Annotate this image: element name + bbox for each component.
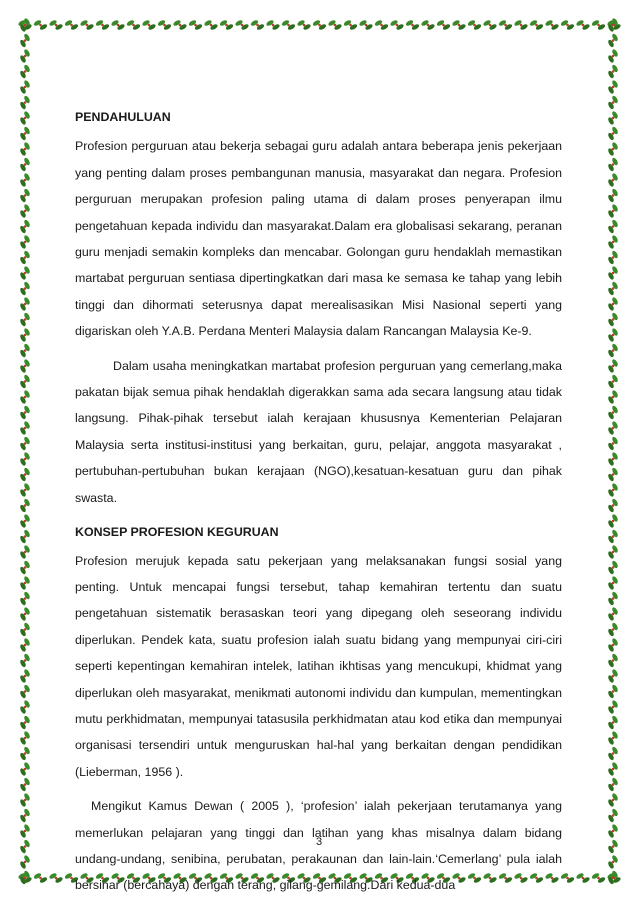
- leaf-motif: [607, 157, 619, 172]
- leaf-motif: [19, 234, 31, 249]
- leaf-motif: [281, 19, 296, 31]
- leaf-motif: [19, 482, 31, 497]
- leaf-motif: [48, 19, 63, 31]
- leaf-motif: [157, 19, 172, 31]
- leaf-motif: [19, 513, 31, 528]
- leaf-motif: [19, 606, 31, 621]
- leaf-motif: [110, 19, 125, 31]
- leaf-motif: [607, 389, 619, 404]
- leaf-motif: [19, 746, 31, 761]
- leaf-motif: [607, 653, 619, 668]
- leaf-motif: [234, 19, 249, 31]
- leaf-motif: [19, 312, 31, 327]
- leaf-motif: [19, 296, 31, 311]
- decorative-border-top: [16, 16, 622, 34]
- leaf-motif: [560, 19, 575, 31]
- leaf-motif: [607, 374, 619, 389]
- leaf-motif: [607, 420, 619, 435]
- leaf-motif: [607, 281, 619, 296]
- leaf-motif: [607, 405, 619, 420]
- leaf-motif: [343, 19, 358, 31]
- leaf-motif: [19, 637, 31, 652]
- leaf-motif: [19, 389, 31, 404]
- leaf-vine-svg: [16, 16, 622, 34]
- leaf-motif: [374, 19, 389, 31]
- leaf-motif: [19, 730, 31, 745]
- leaf-motif: [607, 48, 619, 63]
- leaf-motif: [498, 19, 513, 31]
- leaf-motif: [607, 513, 619, 528]
- leaf-vine-svg: [604, 16, 622, 887]
- leaf-motif: [19, 668, 31, 683]
- leaf-motif: [19, 343, 31, 358]
- leaf-motif: [19, 374, 31, 389]
- leaf-motif: [544, 19, 559, 31]
- leaf-motif: [203, 19, 218, 31]
- leaf-motif: [19, 17, 31, 32]
- leaf-motif: [19, 281, 31, 296]
- leaf-motif: [19, 684, 31, 699]
- leaf-motif: [607, 777, 619, 792]
- paragraph-pendahuluan-1: Profesion perguruan atau bekerja sebagai guru adalah antara beberapa jenis pekerjaan yang penting dalam proses pembangunan manusia, masyarakat dan negara. Profesion perguruan merupakan profesion paling utama di dalam proses penyerapan ilmu pengetahuan kepada individu dan masyarakat.Dalam era globalisasi sekarang, peranan guru menjadi semakin kompleks dan mencabar. Golongan guru hendaklah memastikan martabat perguruan sentiasa dipertingkatkan dari masa ke semasa ke tahap yang lebih tinggi dan dihormati seterusnya dapat merealisasikan Misi Nasional seperti yang digariskan oleh Y.A.B. Perdana Menteri Malaysia dalam Rancangan Malaysia Ke-9.: [75, 139, 562, 339]
- leaf-motif: [607, 575, 619, 590]
- leaf-motif: [79, 19, 94, 31]
- leaf-motif: [607, 436, 619, 451]
- leaf-motif: [607, 746, 619, 761]
- page-number: 3: [315, 836, 323, 848]
- leaf-motif: [575, 872, 590, 884]
- section-heading-konsep: KONSEP PROFESION KEGURUAN: [75, 525, 279, 540]
- leaf-motif: [607, 203, 619, 218]
- leaf-motif: [19, 405, 31, 420]
- leaf-motif: [607, 219, 619, 234]
- leaf-motif: [19, 265, 31, 280]
- paragraph-konsep-2: Mengikut Kamus Dewan ( 2005 ), ‘profesion’ ialah pekerjaan terutamanya yang memerlukan pelajaran yang tinggi dan latihan yang khas misalnya dalam bidang undang-undang, senibina, perubatan, perakaunan dan lain-lain.‘Cemerlang’ pula ialah bersinar (bercahaya) dengan terang, gilang-gemilang.Dari kedua-dua: [75, 799, 562, 893]
- leaf-motif: [607, 854, 619, 869]
- leaf-motif: [19, 575, 31, 590]
- leaf-motif: [19, 699, 31, 714]
- leaf-motif: [19, 358, 31, 373]
- leaf-motif: [19, 761, 31, 776]
- leaf-motif: [19, 622, 31, 637]
- leaf-motif: [19, 95, 31, 110]
- leaf-motif: [19, 79, 31, 94]
- leaf-motif: [19, 544, 31, 559]
- leaf-motif: [19, 777, 31, 792]
- leaf-motif: [19, 48, 31, 63]
- leaf-motif: [33, 872, 48, 884]
- leaf-motif: [607, 296, 619, 311]
- leaf-motif: [389, 19, 404, 31]
- leaf-motif: [607, 265, 619, 280]
- leaf-motif: [482, 19, 497, 31]
- leaf-motif: [607, 33, 619, 48]
- leaf-motif: [607, 808, 619, 823]
- leaf-motif: [607, 126, 619, 141]
- leaf-motif: [19, 33, 31, 48]
- leaf-motif: [19, 420, 31, 435]
- leaf-motif: [607, 95, 619, 110]
- leaf-motif: [19, 203, 31, 218]
- leaf-motif: [172, 19, 187, 31]
- section-heading-pendahuluan: PENDAHULUAN: [75, 110, 171, 124]
- leaf-motif: [19, 653, 31, 668]
- leaf-motif: [19, 451, 31, 466]
- leaf-motif: [607, 110, 619, 125]
- leaf-motif: [19, 110, 31, 125]
- leaf-motif: [607, 327, 619, 342]
- paragraph-konsep-1: Profesion merujuk kepada satu pekerjaan yang melaksanakan fungsi sosial yang penting. Untuk mencapai fungsi tersebut, tahap kemahiran tertentu dan suatu pengetahuan sistematik berasaskan teori yang dipegang oleh seseorang individu diperlukan. Pendek kata, suatu profesion ialah suatu bidang yang mempunyai ciri-ciri seperti kepentingan kemahiran intelek, latihan ikhtisas yang mencukupi, khidmat yang diperlukan oleh masyarakat, menikmati autonomi individu dan kumpulan, mementingkan mutu perkhidmatan, mempunyai tatasusila perkhidmatan atau kod etika dan mempunyai organisasi tersendiri untuk menguruskan hal-hal yang berkaitan dengan pendidikan (Lieberman, 1956 ).: [75, 553, 562, 779]
- leaf-motif: [48, 872, 63, 884]
- leaf-motif: [607, 64, 619, 79]
- leaf-motif: [607, 668, 619, 683]
- leaf-motif: [607, 730, 619, 745]
- leaf-motif: [607, 17, 619, 32]
- paragraph-pendahuluan-2: Dalam usaha meningkatkan martabat profesion perguruan yang cemerlang,maka pakatan bijak semua pihak hendaklah digerakkan sama ada secara langsung atau tidak langsung. Pihak-pihak tersebut ialah kerajaan khususnya Kementerian Pelajaran Malaysia serta institusi-institusi yang berkaitan, guru, pelajar, anggota masyarakat , pertubuhan-pertubuhan bukan kerajaan (NGO),kesatuan-kesatuan guru dan pihak swasta.: [75, 358, 562, 505]
- leaf-motif: [312, 19, 327, 31]
- leaf-motif: [126, 19, 141, 31]
- leaf-motif: [607, 544, 619, 559]
- leaf-motif: [19, 591, 31, 606]
- leaf-motif: [188, 19, 203, 31]
- leaf-motif: [141, 19, 156, 31]
- leaf-motif: [19, 327, 31, 342]
- leaf-motif: [64, 19, 79, 31]
- leaf-motif: [19, 172, 31, 187]
- leaf-motif: [19, 808, 31, 823]
- leaf-motif: [607, 467, 619, 482]
- leaf-motif: [358, 19, 373, 31]
- leaf-motif: [19, 188, 31, 203]
- leaf-motif: [19, 141, 31, 156]
- leaf-motif: [19, 250, 31, 265]
- leaf-motif: [607, 591, 619, 606]
- leaf-motif: [607, 79, 619, 94]
- leaf-motif: [607, 358, 619, 373]
- leaf-motif: [513, 19, 528, 31]
- leaf-motif: [405, 19, 420, 31]
- leaf-motif: [607, 637, 619, 652]
- leaf-motif: [19, 436, 31, 451]
- leaf-motif: [327, 19, 342, 31]
- leaf-motif: [19, 870, 31, 885]
- leaf-motif: [19, 529, 31, 544]
- leaf-motif: [607, 761, 619, 776]
- leaf-motif: [436, 19, 451, 31]
- leaf-motif: [607, 141, 619, 156]
- leaf-motif: [607, 172, 619, 187]
- leaf-motif: [607, 234, 619, 249]
- leaf-motif: [250, 19, 265, 31]
- leaf-motif: [420, 19, 435, 31]
- leaf-motif: [607, 498, 619, 513]
- page-content: [75, 104, 562, 899]
- leaf-motif: [607, 684, 619, 699]
- leaf-motif: [607, 343, 619, 358]
- leaf-motif: [607, 715, 619, 730]
- decorative-border-left: [16, 16, 34, 887]
- leaf-motif: [607, 792, 619, 807]
- leaf-vine-svg: [16, 16, 34, 887]
- leaf-motif: [607, 606, 619, 621]
- leaf-motif: [575, 19, 590, 31]
- leaf-motif: [19, 126, 31, 141]
- leaf-motif: [607, 250, 619, 265]
- leaf-motif: [219, 19, 234, 31]
- leaf-motif: [95, 19, 110, 31]
- leaf-motif: [19, 854, 31, 869]
- leaf-motif: [19, 157, 31, 172]
- leaf-motif: [19, 64, 31, 79]
- leaf-motif: [607, 622, 619, 637]
- leaf-motif: [607, 870, 619, 885]
- leaf-motif: [19, 219, 31, 234]
- leaf-motif: [467, 19, 482, 31]
- leaf-motif: [607, 188, 619, 203]
- leaf-motif: [607, 699, 619, 714]
- leaf-motif: [19, 498, 31, 513]
- leaf-motif: [560, 872, 575, 884]
- leaf-motif: [19, 560, 31, 575]
- leaf-motif: [265, 19, 280, 31]
- leaf-motif: [33, 19, 48, 31]
- leaf-motif: [296, 19, 311, 31]
- leaf-motif: [451, 19, 466, 31]
- leaf-motif: [19, 792, 31, 807]
- leaf-motif: [19, 467, 31, 482]
- decorative-border-right: [604, 16, 622, 887]
- leaf-motif: [607, 451, 619, 466]
- leaf-motif: [19, 715, 31, 730]
- leaf-motif: [529, 19, 544, 31]
- leaf-motif: [607, 560, 619, 575]
- leaf-motif: [607, 529, 619, 544]
- leaf-motif: [607, 482, 619, 497]
- leaf-motif: [607, 312, 619, 327]
